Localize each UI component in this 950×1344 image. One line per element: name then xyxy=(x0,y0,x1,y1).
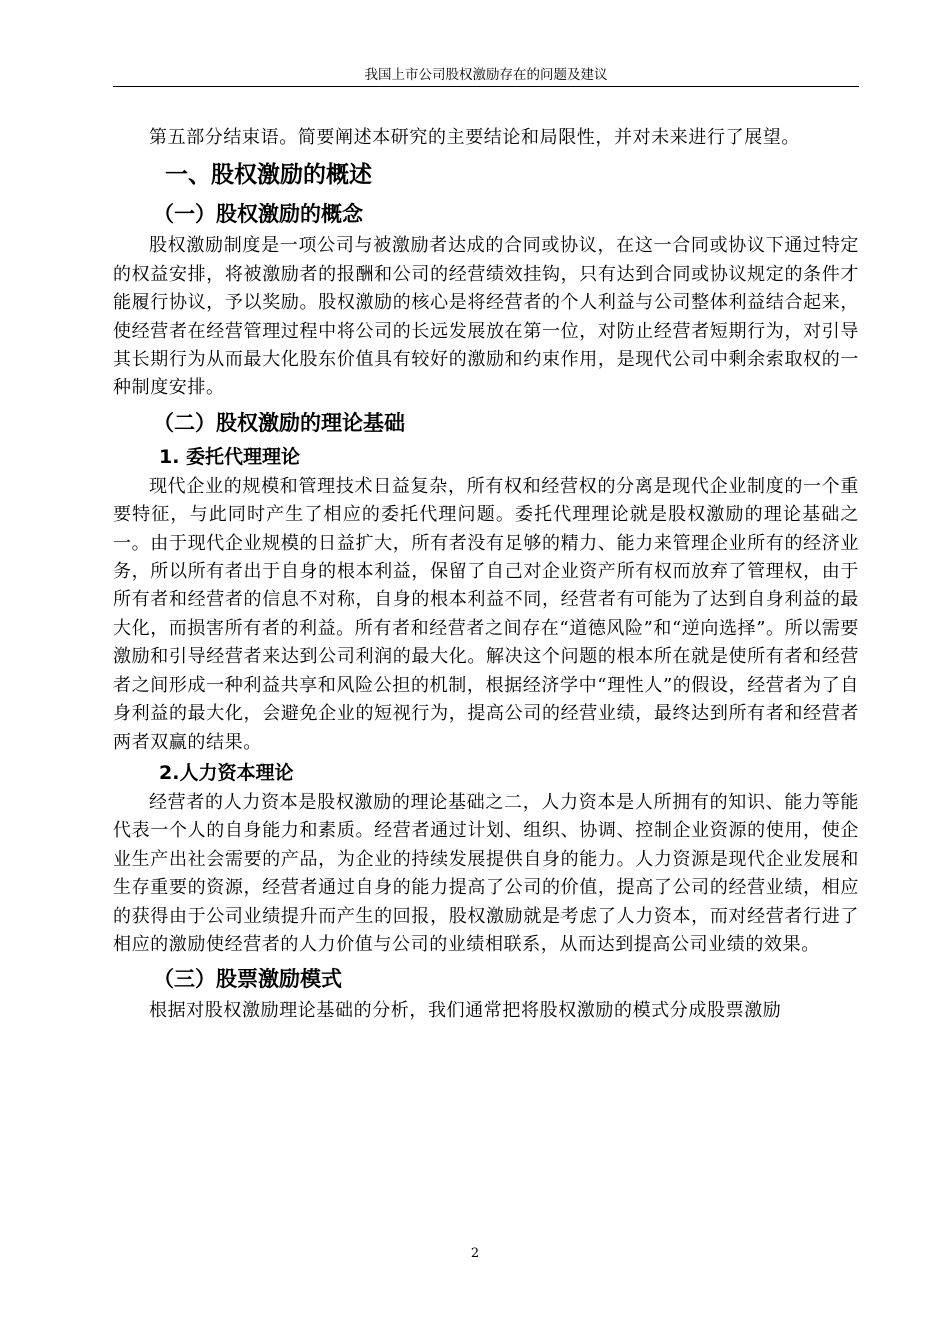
subsection-heading-theory: （二）股权激励的理论基础 xyxy=(153,410,405,435)
stock-mode-paragraph: 根据对股权激励理论基础的分析，我们通常把将股权激励的模式分成股票激励 xyxy=(149,1000,782,1022)
item-heading-agency: 1. 委托代理理论 xyxy=(159,445,301,468)
subsection-heading-concept: （一）股权激励的概念 xyxy=(153,202,363,227)
agency-paragraph: 现代企业的规模和管理技术日益复杂，所有权和经营权的分离是现代企业制度的一个重要特征，与此同时产生了相应的委托代理问题。委托代理理论就是股权激励的理论基础之一。由于现代企业规模的日益扩大，所有者没有足够的精力、能力来管理企业所有的经济业务，所以所有者出于自身的根本利益，保留了自己对企业资产所有权而放弃了管理权，由于所有者和经营者的信息不对称，自身的根本利益不同，经营者有可能为了达到自身利益的最大化，而损害所有者的利益。所有者和经营者之间存在“道德风险”和“逆向选择”。所以需要激励和引导经营者来达到公司利润的最大化。解决这个问题的根本所在就是使所有者和经营者之间形成一种利益共享和风险公担的机制，根据经济学中“理性人”的假设，经营者为了自身利益的最大化，会避免企业的短视行为，提高公司的经营业绩，最终达到所有者和经营者两者双赢的结果。 xyxy=(113,475,860,753)
item-heading-human-capital: 2.人力资本理论 xyxy=(159,761,294,784)
page-number: 2 xyxy=(470,1246,480,1261)
concept-paragraph: 股权激励制度是一项公司与被激励者达成的合同或协议，在这一合同或协议下通过特定的权益安排，将被激励者的报酬和公司的经营绩效挂钩，只有达到合同或协议规定的条件才能履行协议，予以奖励。股权激励的核心是将经营者的个人利益与公司整体利益结合起来，使经营者在经营管理过程中将公司的长远发展放在第一位，对防止经营者短期行为，对引导其长期行为从而最大化股东价值具有较好的激励和约束作用，是现代公司中剩余索取权的一种制度安排。 xyxy=(113,235,859,399)
section-heading: 一、股权激励的概述 xyxy=(165,162,372,189)
human-capital-paragraph: 经营者的人力资本是股权激励的理论基础之二，人力资本是人所拥有的知识、能力等能代表一个人的自身能力和素质。经营者通过计划、组织、协调、控制企业资源的使用，使企业生产出社会需要的产品，为企业的持续发展提供自身的能力。人力资源是现代企业发展和生存重要的资源，经营者通过自身的能力提高了公司的价值，提高了公司的经营业绩，相应的获得由于公司业绩提升而产生的回报，股权激励就是考虑了人力资本，而对经营者行进了相应的激励使经营者的人力价值与公司的业绩相联系，从而达到提高公司业绩的效果。 xyxy=(113,791,859,955)
header-rule xyxy=(113,86,859,87)
intro-paragraph: 第五部分结束语。简要阐述本研究的主要结论和局限性，并对未来进行了展望。 xyxy=(149,127,800,148)
running-header: 我国上市公司股权激励存在的问题及建议 xyxy=(364,67,608,83)
subsection-heading-stock-mode: （三）股票激励模式 xyxy=(153,967,342,992)
page-body xyxy=(113,124,859,1026)
